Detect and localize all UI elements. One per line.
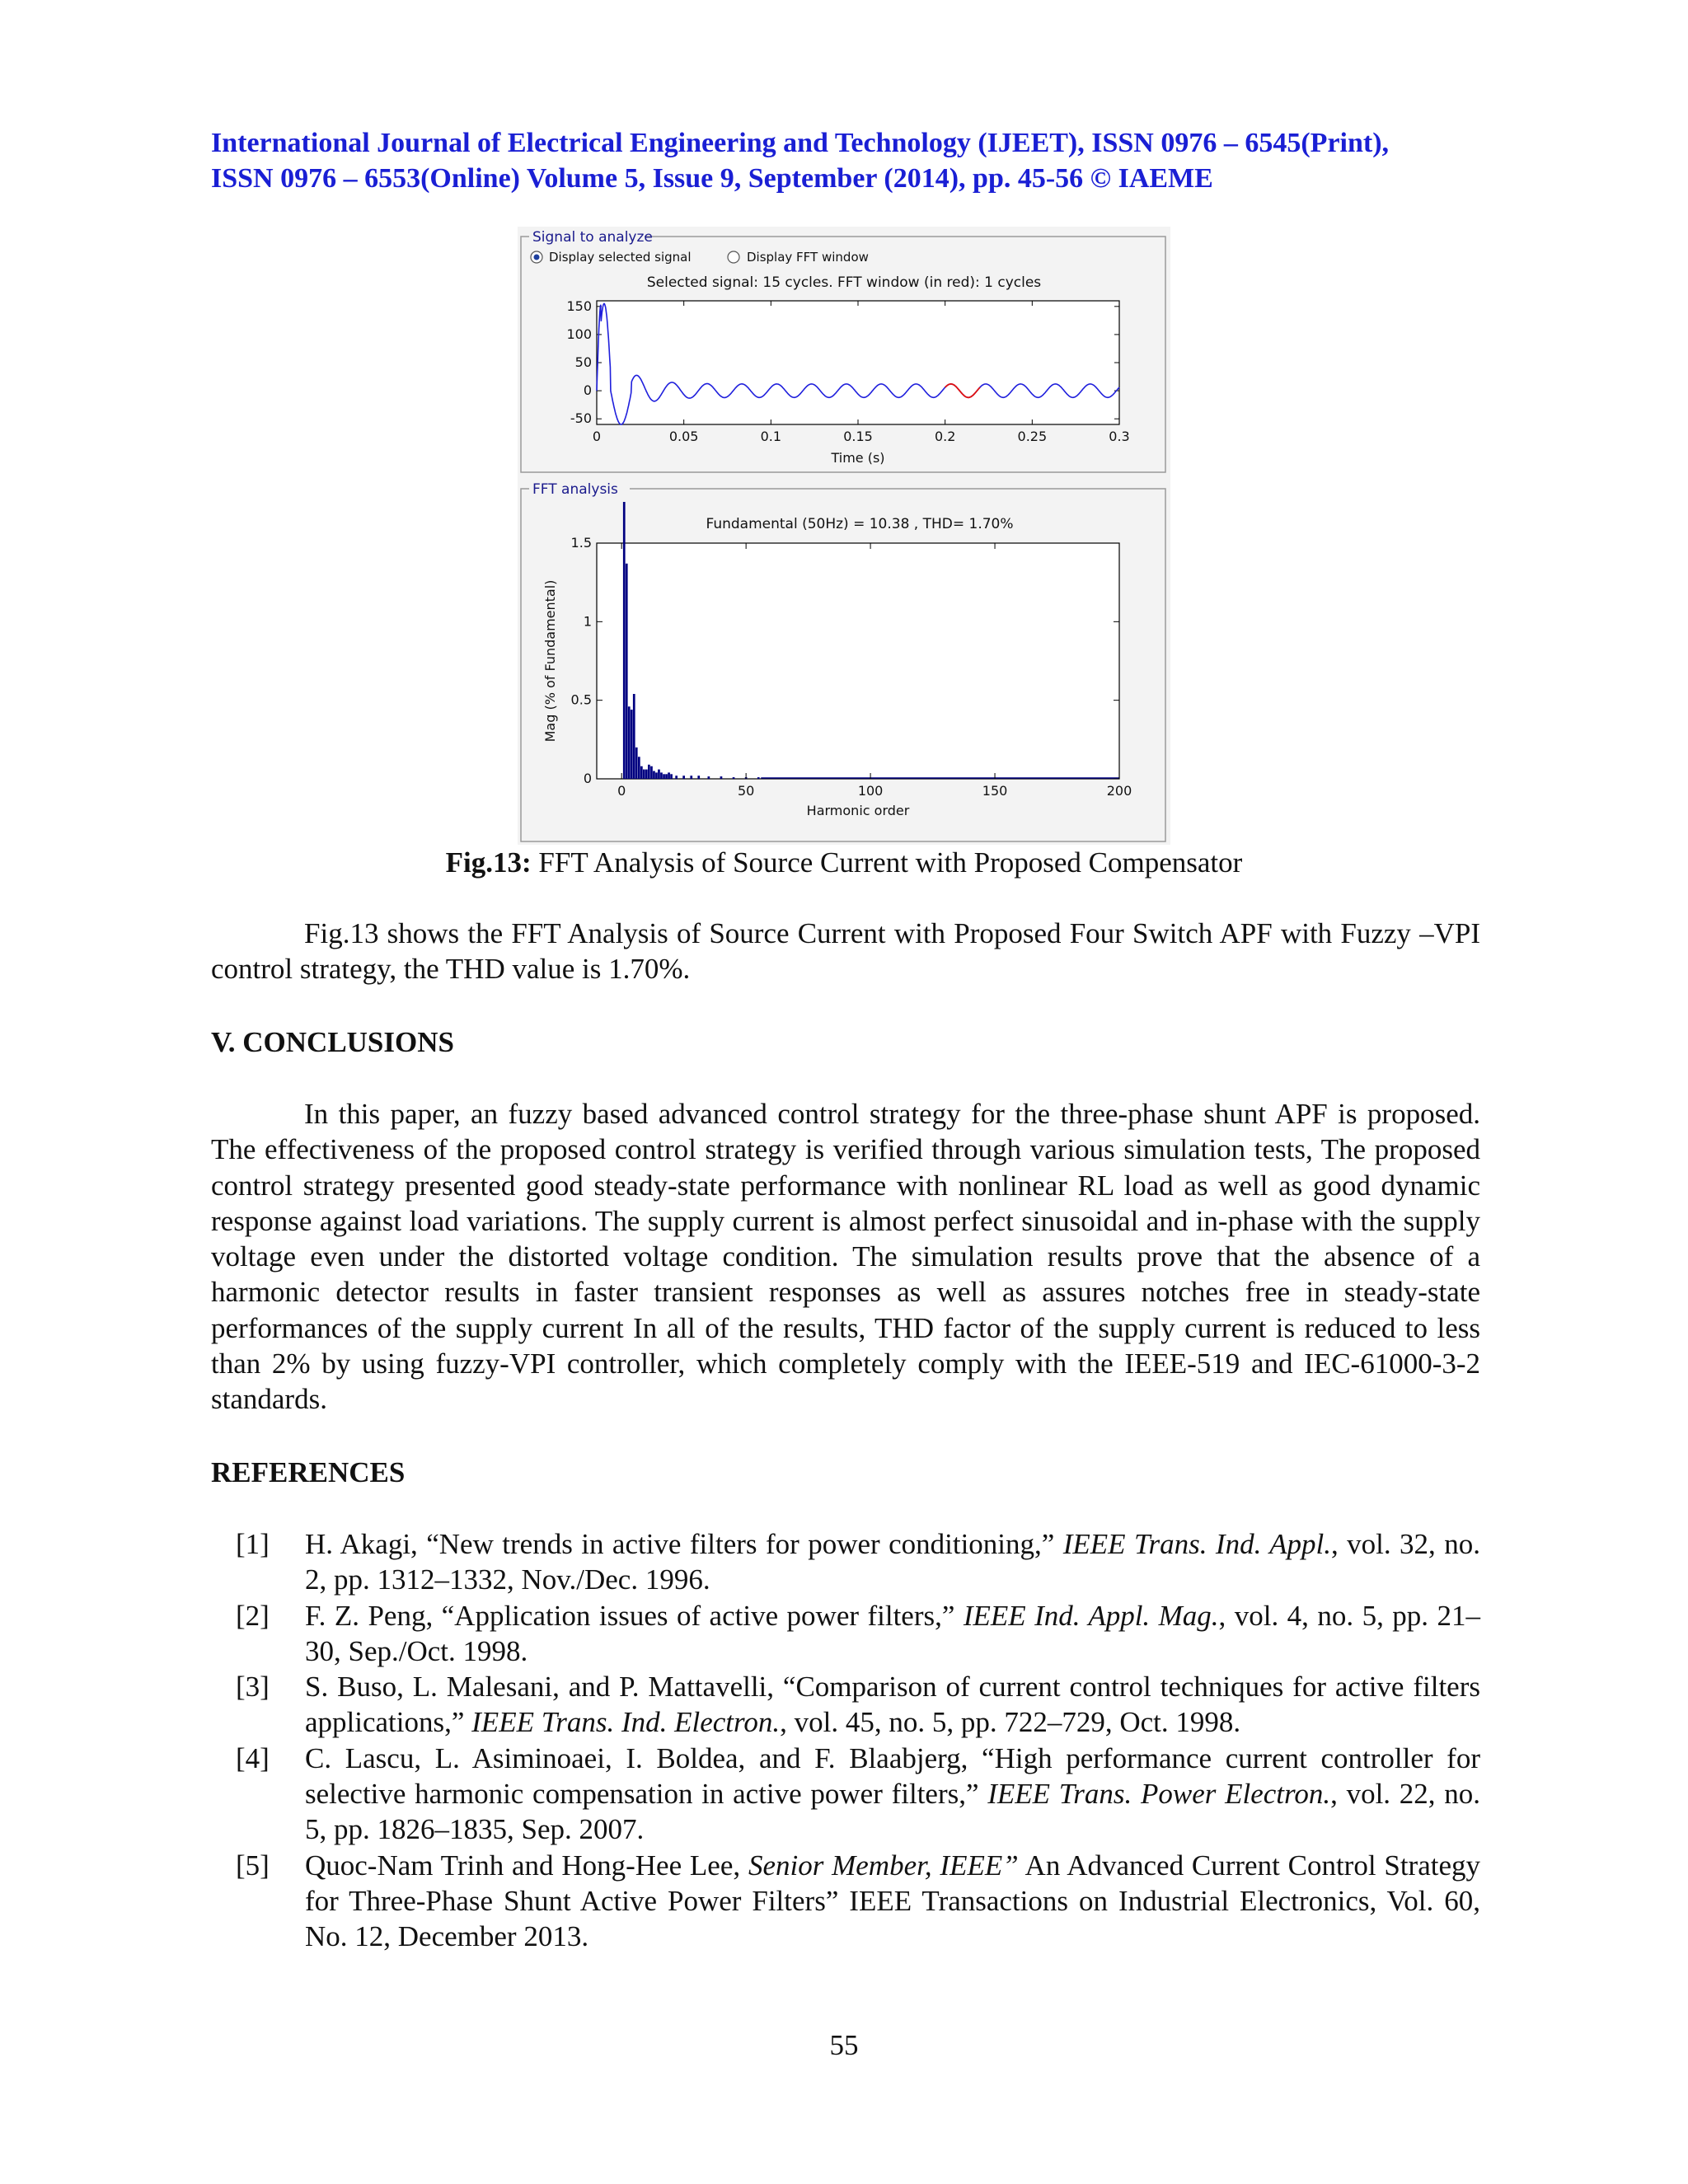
reference-number: [5] bbox=[236, 1849, 270, 1882]
reference-text bbox=[305, 1598, 1480, 1670]
top-xtick-label: 0.25 bbox=[1017, 429, 1048, 444]
references-list bbox=[211, 1526, 1480, 1955]
radio-display-selected-label: Display selected signal bbox=[549, 250, 692, 265]
fft-bar bbox=[660, 772, 663, 779]
fft-bar bbox=[640, 766, 643, 779]
top-plot-axes bbox=[597, 301, 1119, 424]
reference-item bbox=[211, 1669, 1480, 1741]
top-ytick-label: -50 bbox=[570, 410, 592, 427]
fft-bar bbox=[635, 748, 638, 779]
top-ytick-label: 100 bbox=[566, 326, 592, 342]
reference-item bbox=[211, 1526, 1480, 1598]
top-plot-xlabel: Time (s) bbox=[831, 450, 885, 466]
figure-description-text: Fig.13 shows the FFT Analysis of Source Current with Proposed Four Switch APF with Fuzzy –VPI control strategy, the THD value is 1.70%. bbox=[211, 917, 1480, 986]
top-ytick-label: 50 bbox=[574, 354, 592, 370]
conclusions-heading: V. CONCLUSIONS bbox=[211, 1026, 454, 1058]
reference-number: [3] bbox=[236, 1671, 270, 1704]
bottom-xtick-label: 200 bbox=[1106, 783, 1132, 799]
fft-bar bbox=[653, 771, 655, 780]
fft-bar bbox=[668, 772, 670, 779]
figure-13 bbox=[518, 227, 1170, 845]
figure-caption-label: Fig.13: bbox=[445, 846, 532, 879]
figure-caption-text: FFT Analysis of Source Current with Proposed Compensator bbox=[531, 846, 1243, 879]
fft-bar bbox=[633, 694, 635, 779]
fft-bar bbox=[650, 766, 653, 779]
fft-bar bbox=[720, 776, 723, 779]
top-xtick-label: 0.1 bbox=[760, 429, 782, 444]
bottom-xtick-label: 50 bbox=[737, 783, 755, 799]
journal-header-line2: ISSN 0976 – 6553(Online) Volume 5, Issue 9, September (2014), pp. 45-56 © IAEME bbox=[211, 163, 1213, 194]
reference-journal: IEEE Trans. Power Electron. bbox=[987, 1778, 1331, 1811]
fft-bar bbox=[675, 776, 678, 779]
journal-header-line1: International Journal of Electrical Engineering and Technology (IJEET), ISSN 0976 – 6545(Print), bbox=[211, 128, 1390, 158]
conclusions-text: In this paper, an fuzzy based advanced control strategy for the three-phase shunt APF is proposed. The effectiveness of the proposed control strategy is verified through various simulation tests, The proposed control strategy presented good steady-state performance with nonlinear RL load as well as good dynamic response against load variations. The supply current is almost perfect sinusoidal and in-phase with the supply voltage even under the distorted voltage condition. The simulation results prove that the absence of a harmonic detector results in faster transient responses as well as assures notches free in steady-state performances of the supply current In all of the results, THD factor of the supply current is reduced to less than 2% by using fuzzy-VPI controller, which completely comply with the IEEE-519 and IEC-61000-3-2 standards. bbox=[211, 1098, 1480, 1416]
bottom-xtick-label: 100 bbox=[857, 783, 884, 799]
reference-authors-title: H. Akagi, “New trends in active filters for power conditioning,” bbox=[305, 1528, 1063, 1560]
fft-bar bbox=[655, 772, 658, 779]
fft-bar bbox=[638, 757, 640, 779]
bottom-plot-xlabel: Harmonic order bbox=[806, 803, 910, 818]
reference-details: , vol. 4, no. 5, pp. 21–30, Sep./Oct. 1998. bbox=[305, 1599, 1480, 1667]
fft-bar bbox=[663, 774, 665, 779]
reference-details: , vol. 22, no. 5, pp. 1826–1835, Sep. 2007. bbox=[305, 1778, 1480, 1846]
reference-text bbox=[305, 1526, 1480, 1598]
reference-text bbox=[305, 1741, 1480, 1848]
reference-details: An Advanced Current Control Strategy for Three-Phase Shunt Active Power Filters” IEEE Transactions on Industrial Electronics, Vol. 60, No. 12, December 2013. bbox=[305, 1849, 1481, 1953]
fft-bar bbox=[690, 776, 692, 779]
journal-header bbox=[211, 125, 1480, 196]
reference-text bbox=[305, 1669, 1480, 1741]
reference-item bbox=[211, 1741, 1480, 1848]
top-xtick-label: 0.2 bbox=[934, 429, 956, 444]
fft-bar bbox=[697, 776, 700, 779]
radio-display-fft-label: Display FFT window bbox=[747, 250, 869, 265]
bottom-plot-axes bbox=[597, 543, 1119, 779]
bottom-ytick-label: 0.5 bbox=[570, 691, 592, 708]
fft-bar bbox=[645, 770, 648, 779]
fft-bar bbox=[757, 777, 760, 779]
fft-bar bbox=[643, 770, 645, 779]
bottom-ytick-label: 1.5 bbox=[570, 535, 592, 551]
fft-bar bbox=[623, 502, 626, 779]
radio-selected-dot-icon bbox=[534, 255, 540, 260]
fft-bar bbox=[682, 776, 685, 779]
references-heading: REFERENCES bbox=[211, 1456, 406, 1488]
bottom-ytick-label: 1 bbox=[583, 613, 592, 630]
top-xtick-label: 0 bbox=[592, 429, 602, 444]
bottom-plot-ylabel: Mag (% of Fundamental) bbox=[542, 579, 558, 743]
fft-bar bbox=[648, 765, 650, 779]
bottom-ytick-label: 0 bbox=[583, 771, 592, 786]
conclusions-paragraph bbox=[211, 1096, 1480, 1418]
reference-authors-title: S. Buso, L. Malesani, and P. Mattavelli, “Comparison of current control techniques for active filters applications,” bbox=[305, 1671, 1480, 1739]
reference-journal: IEEE Trans. Ind. Electron. bbox=[471, 1706, 781, 1739]
reference-authors-title: C. Lascu, L. Asiminoaei, I. Boldea, and F. Blaabjerg, “High performance current controller for selective harmonic compensation in active power filters,” bbox=[305, 1741, 1480, 1811]
reference-item bbox=[211, 1848, 1480, 1955]
bottom-xtick-label: 150 bbox=[982, 783, 1008, 799]
fft-bar bbox=[708, 776, 710, 779]
reference-journal: Senior Member, IEEE” bbox=[748, 1849, 1019, 1882]
figure-description-paragraph bbox=[211, 916, 1480, 987]
reference-number: [2] bbox=[236, 1599, 270, 1632]
reference-authors-title: F. Z. Peng, “Application issues of active power filters,” bbox=[305, 1599, 964, 1632]
bottom-plot-title: Fundamental (50Hz) = 10.38 , THD= 1.70% bbox=[706, 516, 1014, 532]
top-plot-title: Selected signal: 15 cycles. FFT window (in red): 1 cycles bbox=[646, 274, 1042, 291]
reference-journal: IEEE Ind. Appl. Mag. bbox=[963, 1599, 1219, 1632]
figure-caption bbox=[0, 845, 1688, 881]
reference-details: , vol. 45, no. 5, pp. 722–729, Oct. 1998. bbox=[780, 1706, 1241, 1739]
bottom-xtick-label: 0 bbox=[617, 783, 626, 799]
fft-bar bbox=[628, 706, 631, 779]
fft-gui-screenshot bbox=[518, 227, 1170, 845]
fft-bar bbox=[631, 710, 633, 779]
fft-bar bbox=[670, 774, 673, 779]
fft-group-title: FFT analysis bbox=[532, 481, 618, 498]
reference-authors-title: Quoc-Nam Trinh and Hong-Hee Lee, bbox=[305, 1849, 748, 1882]
reference-number: [1] bbox=[236, 1528, 270, 1560]
top-ytick-label: 150 bbox=[566, 298, 592, 314]
fft-bar bbox=[733, 777, 735, 779]
fft-bar bbox=[665, 774, 668, 779]
reference-details: , vol. 32, no. 2, pp. 1312–1332, Nov./Dec. 1996. bbox=[305, 1528, 1480, 1596]
fft-bar bbox=[626, 564, 628, 779]
fft-bar bbox=[658, 770, 660, 779]
top-ytick-label: 0 bbox=[583, 382, 592, 399]
radio-display-fft[interactable] bbox=[728, 251, 739, 263]
top-xtick-label: 0.05 bbox=[668, 429, 699, 444]
reference-text bbox=[305, 1848, 1480, 1955]
top-xtick-label: 0.15 bbox=[843, 429, 873, 444]
reference-number: [4] bbox=[236, 1741, 270, 1774]
top-xtick-label: 0.3 bbox=[1109, 429, 1130, 444]
reference-item bbox=[211, 1598, 1480, 1670]
signal-group-title: Signal to analyze bbox=[532, 229, 653, 246]
page-number: 55 bbox=[829, 2029, 859, 2061]
reference-journal: IEEE Trans. Ind. Appl. bbox=[1062, 1528, 1331, 1560]
